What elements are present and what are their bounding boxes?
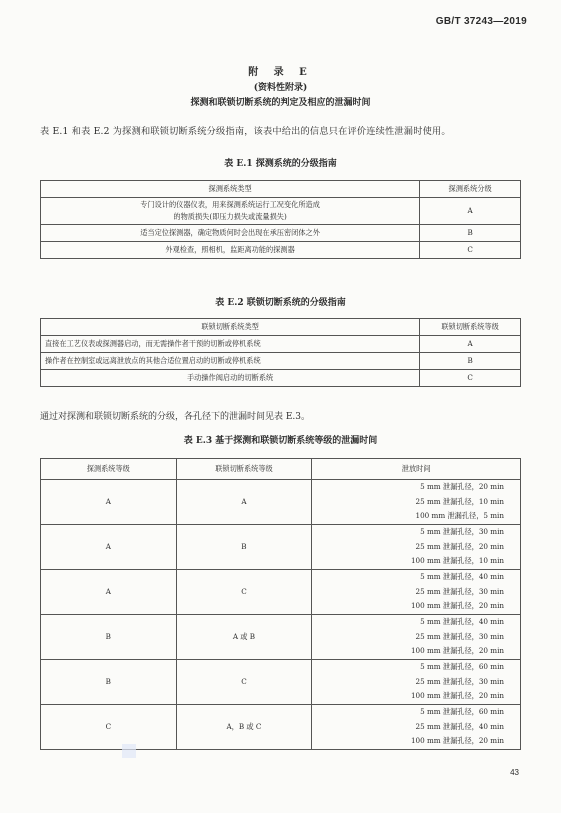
- leak-time-line: 25 mm 泄漏孔径，30 min: [415, 676, 504, 686]
- table-row: [41, 660, 521, 705]
- table-cell: 操作者在控制室或远离泄放点的其他合适位置启动的切断或停机系统: [41, 353, 420, 370]
- leak-time-line: 5 mm 泄漏孔径，60 min: [420, 707, 504, 717]
- table-row: [41, 225, 521, 242]
- table-cell: 外观检查，照相机，监距离功能的探测器: [41, 242, 420, 259]
- table-row: [41, 198, 521, 225]
- table-header-row: [41, 459, 521, 480]
- table-cell: 直接在工艺仪表或探测器启动，而无需操作者干预的切断或停机系统: [41, 336, 420, 353]
- table-cell: B: [41, 660, 177, 705]
- leak-time-line: 25 mm 泄漏孔径，30 min: [415, 631, 504, 641]
- leak-time-line: 25 mm 泄漏孔径，30 min: [415, 586, 504, 596]
- table-cell: C: [176, 660, 312, 705]
- table-cell: [312, 525, 521, 570]
- table-cell: [312, 660, 521, 705]
- intro-paragraph: 表 E.1 和表 E.2 为探测和联锁切断系统分级指南，该表中给出的信息只在评价连续性泄漏时使用。: [40, 126, 451, 137]
- table-cell: A: [41, 525, 177, 570]
- leak-time-line: 100 mm 泄漏孔径，10 min: [410, 556, 504, 566]
- table3-caption: 表 E.3 基于探测和联锁切断系统等级的泄漏时间: [183, 436, 378, 446]
- table-header-row: [41, 319, 521, 336]
- table-cell: C: [420, 242, 521, 259]
- table-row: [41, 353, 521, 370]
- column-header: 探测系统分级: [420, 181, 521, 198]
- table-cell: A: [41, 570, 177, 615]
- table-row: [41, 370, 521, 387]
- table-row: [41, 705, 521, 750]
- cell-text-line: 的物质损失(即压力损失或流量损失): [173, 212, 287, 221]
- leak-time-line: 5 mm 泄漏孔径，40 min: [420, 572, 504, 582]
- table2-caption: 表 E.2 联锁切断系统的分级指南: [215, 298, 346, 308]
- column-header: 联锁切断系统等级: [420, 319, 521, 336]
- appendix-subtitle: (资料性附录): [253, 83, 308, 93]
- table-row: [41, 615, 521, 660]
- column-header: 探测系统类型: [41, 181, 420, 198]
- column-header: 联锁切断系统等级: [176, 459, 312, 480]
- table-cell: [312, 480, 521, 525]
- leak-time-line: 100 mm 泄漏孔径，5 min: [415, 511, 504, 521]
- table-cell: B: [420, 353, 521, 370]
- table-row: [41, 242, 521, 259]
- table-cell: C: [176, 570, 312, 615]
- table-row: [41, 525, 521, 570]
- leak-time-line: 5 mm 泄漏孔径，30 min: [420, 527, 504, 537]
- cell-text-line: 专门设计的仪器仪表，用来探测系统运行工况变化所造成: [140, 200, 320, 209]
- table-cell: B: [420, 225, 521, 242]
- table-row: [41, 336, 521, 353]
- column-header: 泄放时间: [312, 459, 521, 480]
- leak-time-line: 5 mm 泄漏孔径，20 min: [420, 482, 504, 492]
- column-header: 联锁切断系统类型: [41, 319, 420, 336]
- table-cell: C: [41, 705, 177, 750]
- table-cell: [312, 615, 521, 660]
- leak-time-line: 25 mm 泄漏孔径，20 min: [415, 541, 504, 551]
- table-row: [41, 570, 521, 615]
- leak-time-line: 100 mm 泄漏孔径，20 min: [410, 736, 504, 746]
- table-cell: A: [420, 198, 521, 225]
- table-cell: B: [41, 615, 177, 660]
- watermark-mark: [122, 744, 136, 758]
- leak-time-line: 25 mm 泄漏孔径，10 min: [415, 496, 504, 506]
- column-header: 探测系统等级: [41, 459, 177, 480]
- appendix-title: 附 录 E: [248, 67, 313, 78]
- leak-time-line: 25 mm 泄漏孔径，40 min: [415, 721, 504, 731]
- leak-time-line: 5 mm 泄漏孔径，60 min: [420, 662, 504, 672]
- table-cell: 手动操作阀启动的切断系统: [41, 370, 420, 387]
- table-cell: A: [420, 336, 521, 353]
- leak-time-line: 100 mm 泄漏孔径，20 min: [410, 601, 504, 611]
- table-cell: [312, 705, 521, 750]
- leak-time-line: 100 mm 泄漏孔径，20 min: [410, 646, 504, 656]
- leak-time-line: 100 mm 泄漏孔径，20 min: [410, 691, 504, 701]
- table-isolation-grading: [40, 318, 521, 387]
- table-cell: [312, 570, 521, 615]
- table-cell: A: [176, 480, 312, 525]
- table-cell: A: [41, 480, 177, 525]
- table-leak-duration: [40, 458, 521, 750]
- standard-code: GB/T 37243—2019: [435, 16, 527, 27]
- table-header-row: [41, 181, 521, 198]
- table1-caption: 表 E.1 探测系统的分级指南: [224, 159, 337, 169]
- appendix-heading: 探测和联锁切断系统的判定及相应的泄漏时间: [190, 98, 371, 108]
- table-cell: C: [420, 370, 521, 387]
- table-cell: 适当定位探测器，确定物质何时会出现在承压密闭体之外: [41, 225, 420, 242]
- table-cell: B: [176, 525, 312, 570]
- table-cell: A，B 或 C: [176, 705, 312, 750]
- table-row: [41, 480, 521, 525]
- table-cell: A 或 B: [176, 615, 312, 660]
- table-cell: [41, 198, 420, 225]
- leak-time-line: 5 mm 泄漏孔径，40 min: [420, 617, 504, 627]
- page-number: 43: [510, 768, 519, 777]
- table-detection-grading: [40, 180, 521, 259]
- paragraph-table3-reference: 通过对探测和联锁切断系统的分级，各孔径下的泄漏时间见表 E.3。: [40, 412, 311, 422]
